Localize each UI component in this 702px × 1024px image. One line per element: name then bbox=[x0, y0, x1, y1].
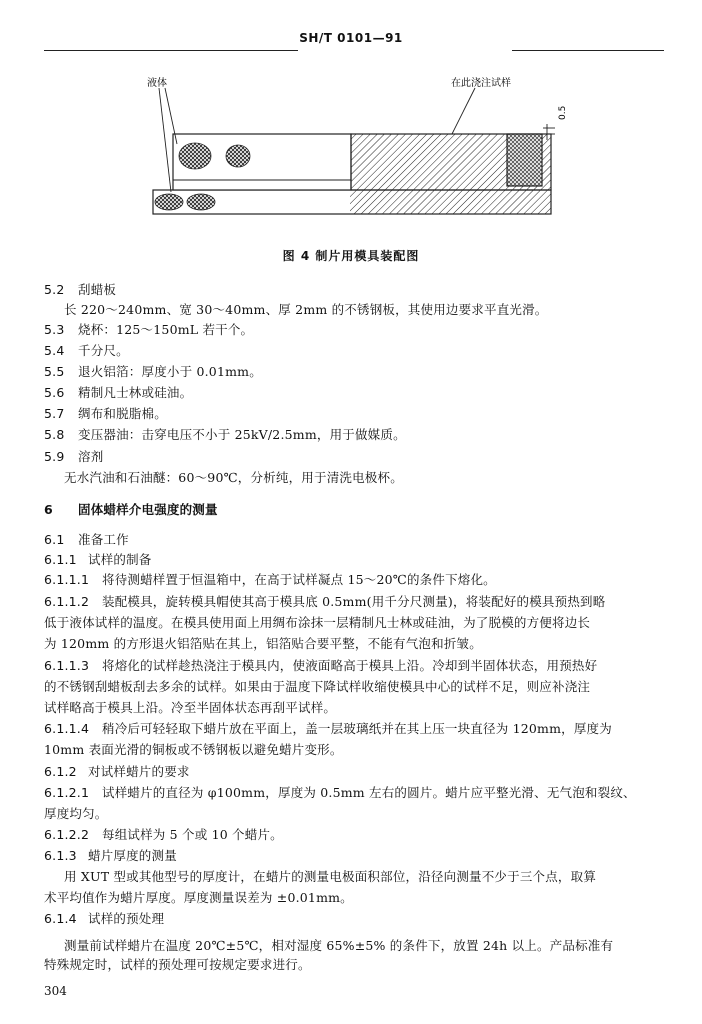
text-line bbox=[44, 594, 605, 610]
line-text: 低于液体试样的温度。在模具使用面上用绸布涂抹一层精制凡士林或硅油，为了脱模的方便将边长 bbox=[44, 615, 591, 630]
text-line bbox=[44, 282, 116, 298]
line-text: 固体蜡样介电强度的测量 bbox=[78, 502, 218, 517]
text-line bbox=[44, 658, 597, 674]
text-line bbox=[44, 890, 353, 906]
mold-ring-hatch bbox=[507, 134, 542, 186]
mold-assembly-figure bbox=[135, 72, 575, 232]
header-rule-right bbox=[512, 50, 664, 51]
text-line bbox=[44, 449, 103, 465]
text-line bbox=[44, 700, 336, 716]
section-number: 6.1.1.2 bbox=[44, 594, 90, 609]
line-text: 溶剂 bbox=[78, 449, 104, 464]
section-number: 6.1.2.2 bbox=[44, 827, 90, 842]
text-line bbox=[44, 911, 164, 927]
text-line bbox=[44, 679, 590, 695]
line-text: 稍冷后可轻轻取下蜡片放在平面上，盖一层玻璃纸并在其上压一块直径为 120mm，厚度为 bbox=[102, 721, 612, 736]
leader-left-a bbox=[165, 88, 177, 144]
text-line bbox=[44, 764, 190, 780]
leader-right bbox=[452, 88, 475, 134]
figure-label-pour: 在此浇注试样 bbox=[451, 78, 511, 89]
section-number: 6.1.1.3 bbox=[44, 658, 90, 673]
line-text: 长 220～240mm、宽 30～40mm、厚 2mm 的不锈钢板，其使用边要求平直光滑。 bbox=[64, 302, 548, 317]
text-line bbox=[44, 615, 590, 631]
text-line bbox=[44, 385, 192, 401]
figure-dimension-label: 0.5 bbox=[558, 105, 568, 120]
line-text: 将待测蜡样置于恒温箱中，在高于试样凝点 15～20℃的条件下熔化。 bbox=[102, 572, 496, 587]
line-text: 绸布和脱脂棉。 bbox=[78, 406, 167, 421]
text-line bbox=[44, 721, 612, 737]
base-cavity-2 bbox=[187, 194, 215, 210]
header-rule-left bbox=[44, 50, 298, 51]
text-line bbox=[44, 742, 343, 758]
line-text: 特殊规定时，试样的预处理可按规定要求进行。 bbox=[44, 957, 311, 972]
section-number: 6 bbox=[44, 502, 53, 517]
cap-cavity-2 bbox=[226, 145, 250, 167]
section-number: 6.1.2.1 bbox=[44, 785, 90, 800]
section-number: 6.1.1.4 bbox=[44, 721, 90, 736]
line-text: 准备工作 bbox=[78, 532, 129, 547]
line-text: 刮蜡板 bbox=[78, 282, 117, 297]
figure-label-liquid: 液体 bbox=[147, 78, 167, 89]
line-text: 精制凡士林或硅油。 bbox=[78, 385, 193, 400]
text-line bbox=[44, 427, 406, 443]
line-text: 10mm 表面光滑的铜板或不锈钢板以避免蜡片变形。 bbox=[44, 742, 343, 757]
line-text: 每组试样为 5 个或 10 个蜡片。 bbox=[102, 827, 283, 842]
leader-left-b bbox=[159, 88, 171, 192]
line-text: 术平均值作为蜡片厚度。厚度测量误差为 ±0.01mm。 bbox=[44, 890, 353, 905]
text-line bbox=[44, 827, 283, 843]
section-number: 6.1 bbox=[44, 532, 65, 547]
line-text: 测量前试样蜡片在温度 20℃±5℃，相对湿度 65%±5% 的条件下，放置 24h 以上。产品标准有 bbox=[64, 938, 614, 953]
text-line bbox=[44, 532, 129, 548]
text-line bbox=[44, 322, 253, 338]
text-line bbox=[44, 636, 482, 652]
text-line bbox=[44, 502, 218, 518]
line-text: 试样略高于模具上沿。冷至半固体状态再刮平试样。 bbox=[44, 700, 337, 715]
section-number: 5.6 bbox=[44, 385, 65, 400]
standard-code: SH/T 0101—91 bbox=[299, 31, 403, 45]
section-number: 6.1.3 bbox=[44, 848, 77, 863]
text-line bbox=[64, 470, 403, 486]
text-line bbox=[44, 785, 636, 801]
line-text: 用 XUT 型或其他型号的厚度计，在蜡片的测量电极面积部位，沿径向测量不少于三个点，取算 bbox=[64, 869, 597, 884]
line-text: 变压器油：击穿电压不小于 25kV/2.5mm，用于做媒质。 bbox=[78, 427, 406, 442]
section-number: 6.1.1 bbox=[44, 552, 77, 567]
line-text: 千分尺。 bbox=[78, 343, 129, 358]
text-line bbox=[44, 806, 108, 822]
line-text: 对试样蜡片的要求 bbox=[88, 764, 190, 779]
figure-caption: 图 4 制片用模具装配图 bbox=[282, 249, 420, 263]
line-text: 试样的预处理 bbox=[88, 911, 165, 926]
section-number: 6.1.4 bbox=[44, 911, 77, 926]
section-number: 5.7 bbox=[44, 406, 65, 421]
line-text: 将熔化的试样趁热浇注于模具内，使液面略高于模具上沿。冷却到半固体状态，用预热好 bbox=[102, 658, 598, 673]
line-text: 试样蜡片的直径为 φ100mm，厚度为 0.5mm 左右的圆片。蜡片应平整光滑、无气泡和裂纹、 bbox=[102, 785, 636, 800]
text-line bbox=[64, 869, 596, 885]
section-number: 5.2 bbox=[44, 282, 65, 297]
line-text: 装配模具，旋转模具帽使其高于模具底 0.5mm(用千分尺测量)，将装配好的模具预热到略 bbox=[102, 594, 606, 609]
line-text: 烧杯：125～150mL 若干个。 bbox=[78, 322, 254, 337]
line-text: 厚度均匀。 bbox=[44, 806, 108, 821]
line-text: 为 120mm 的方形退火铝箔贴在其上，铝箔贴合要平整，不能有气泡和折皱。 bbox=[44, 636, 482, 651]
text-line bbox=[64, 302, 548, 318]
line-text: 退火铝箔：厚度小于 0.01mm。 bbox=[78, 364, 262, 379]
text-line bbox=[64, 938, 613, 954]
section-number: 5.4 bbox=[44, 343, 65, 358]
section-number: 5.8 bbox=[44, 427, 65, 442]
line-text: 蜡片厚度的测量 bbox=[88, 848, 177, 863]
mold-base-hatched bbox=[350, 190, 551, 214]
text-line bbox=[44, 957, 311, 973]
line-text: 无水汽油和石油醚：60～90℃，分析纯，用于清洗电极杯。 bbox=[64, 470, 403, 485]
text-line bbox=[44, 572, 496, 588]
text-line bbox=[44, 364, 262, 380]
cap-cavity-1 bbox=[179, 143, 211, 169]
line-text: 的不锈钢刮蜡板刮去多余的试样。如果由于温度下降试样收缩使模具中心的试样不足，则应补浇注 bbox=[44, 679, 591, 694]
text-line bbox=[44, 848, 177, 864]
section-number: 5.9 bbox=[44, 449, 65, 464]
base-cavity-1 bbox=[155, 194, 183, 210]
section-number: 6.1.2 bbox=[44, 764, 77, 779]
text-line bbox=[44, 406, 167, 422]
section-number: 6.1.1.1 bbox=[44, 572, 90, 587]
page-number: 304 bbox=[44, 984, 67, 998]
section-number: 5.3 bbox=[44, 322, 65, 337]
text-line bbox=[44, 343, 129, 359]
section-number: 5.5 bbox=[44, 364, 65, 379]
text-line bbox=[44, 552, 152, 568]
line-text: 试样的制备 bbox=[88, 552, 152, 567]
